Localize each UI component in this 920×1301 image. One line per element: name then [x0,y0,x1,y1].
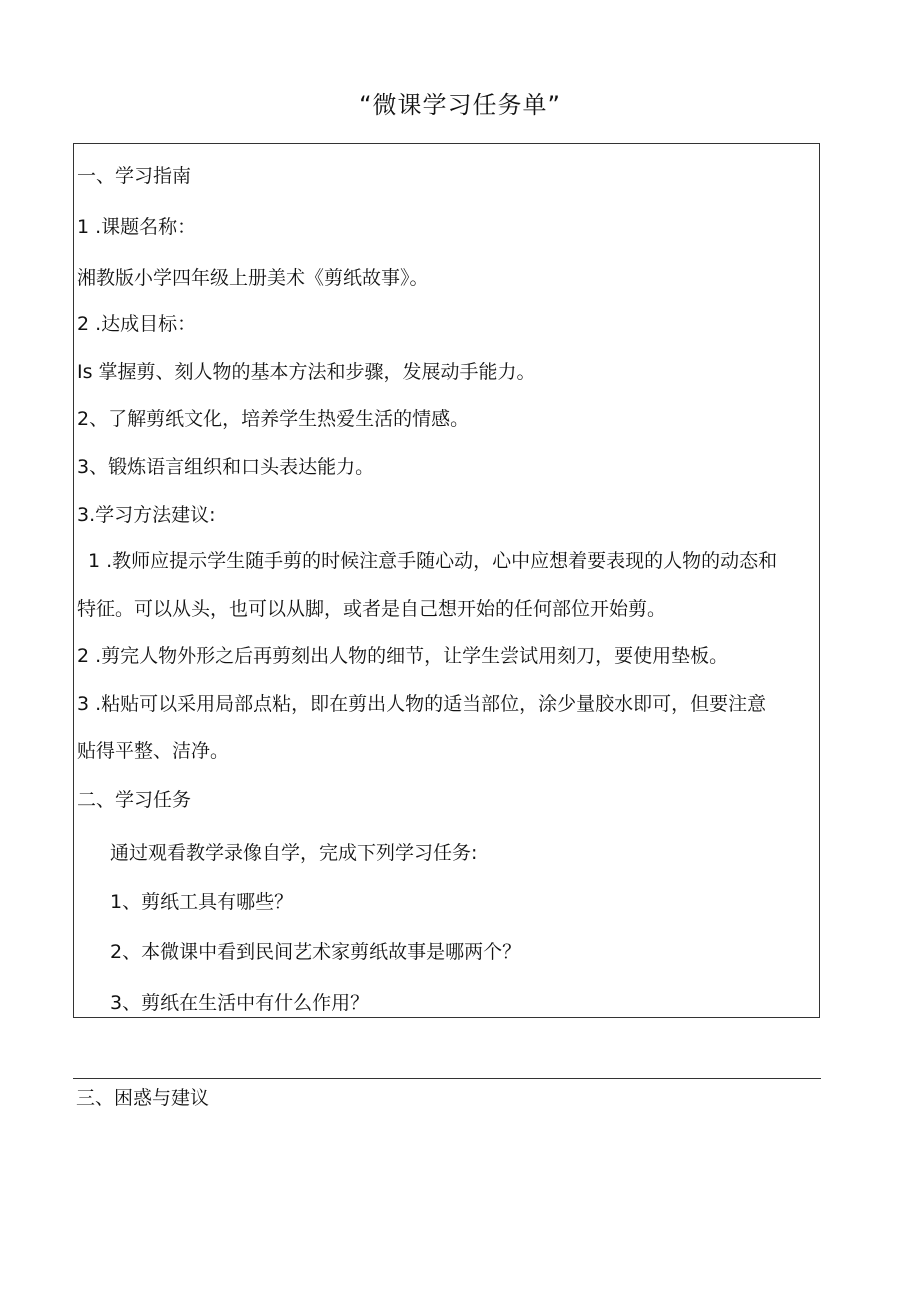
method-item: 3 .粘贴可以采用局部点粘，即在剪出人物的适当部位，涂少量胶水即可，但要注意 [77,693,767,715]
section-divider [73,1078,821,1079]
task-table [73,143,820,1018]
goal-item: Is 掌握剪、刻人物的基本方法和步骤，发展动手能力。 [77,361,536,383]
task-item: 1、剪纸工具有哪些？ [110,891,294,913]
tasks-intro: 通过观看教学录像自学，完成下列学习任务: [110,842,478,864]
section-heading-study-guide: 一、学习指南 [77,165,192,187]
topic-label: 1 .课题名称： [77,216,197,238]
method-item: 2 .剪完人物外形之后再剪刻出人物的细节，让学生尝试用刻刀，要使用垫板。 [77,645,729,667]
topic-value: 湘教版小学四年级上册美术《剪纸故事》。 [77,267,429,289]
methods-label: 3.学习方法建议: [77,504,216,526]
section-heading-questions-suggestions: 三、困惑与建议 [76,1087,210,1109]
section-heading-study-tasks: 二、学习任务 [77,789,192,811]
goal-item: 2、了解剪纸文化，培养学生热爱生活的情感。 [77,408,470,430]
method-item-continued: 贴得平整、洁净。 [77,740,230,762]
goal-item: 3、锻炼语言组织和口头表达能力。 [77,456,375,478]
document-title: “微课学习任务单” [359,91,561,119]
task-item: 3、剪纸在生活中有什么作用？ [110,992,370,1014]
task-item: 2、本微课中看到民间艺术家剪纸故事是哪两个？ [110,941,522,963]
method-item: 1 .教师应提示学生随手剪的时候注意手随心动，心中应想着要表现的人物的动态和 [88,550,778,572]
method-item-continued: 特征。可以从头，也可以从脚，或者是自己想开始的任何部位开始剪。 [77,598,667,620]
goals-label: 2 .达成目标： [77,313,197,335]
